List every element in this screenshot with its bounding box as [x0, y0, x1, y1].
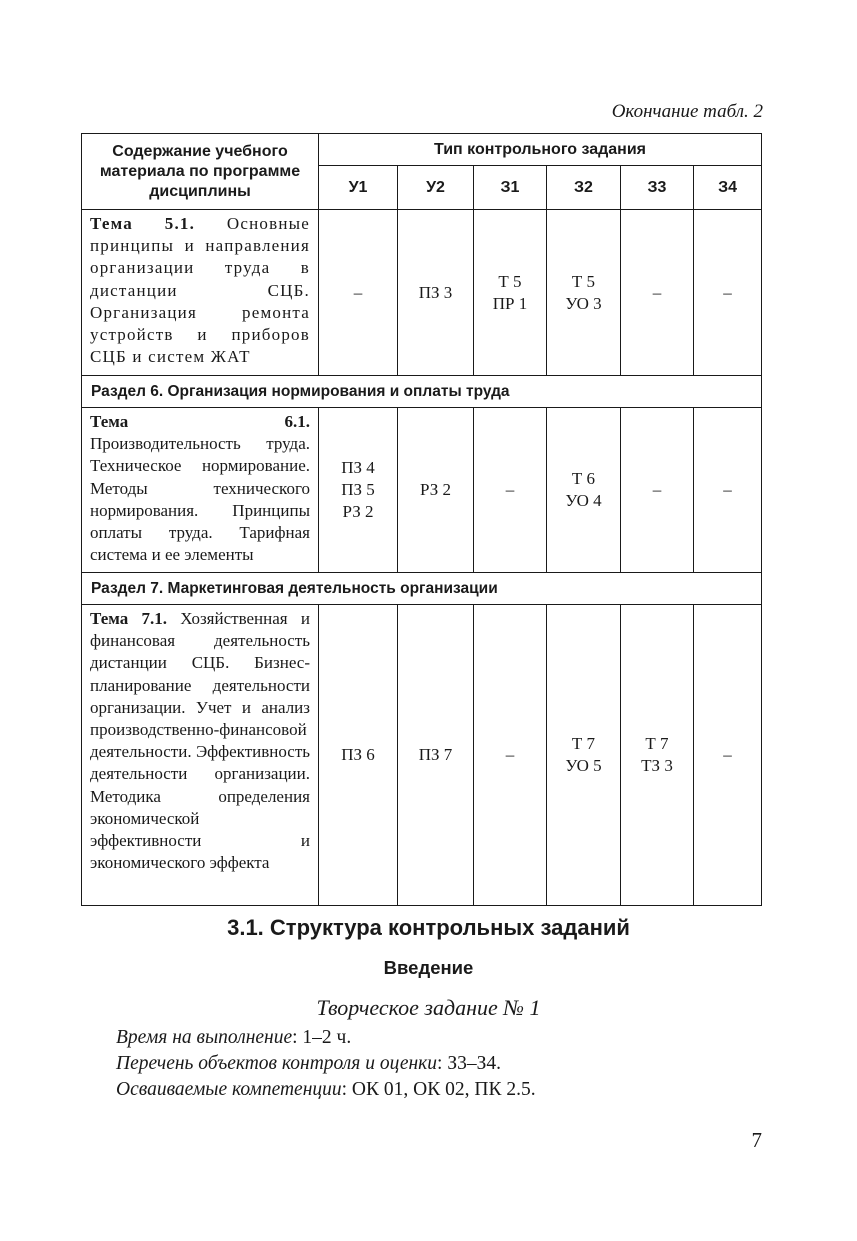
topic-text: Хозяйственная и финансовая деятельность дистанции СЦБ. Бизнес-планирование деятельности организации. Учет и анализ производственно-финансовой деятельности. Эффективность деятельности организации. Методика определения экономической эффективности и экономического эффекта: [90, 609, 310, 873]
page-number: 7: [751, 1128, 762, 1152]
cell-value: УО 5: [565, 756, 602, 775]
section-heading: 3.1. Структура контрольных заданий: [227, 915, 630, 940]
table-continuation-caption: Окончание табл. 2: [611, 101, 763, 122]
cell-value: –: [652, 480, 662, 499]
cell-z4: [694, 210, 762, 376]
cell-value: ПЗ 3: [418, 282, 453, 302]
cell-value: –: [723, 745, 732, 764]
cell-value: –: [723, 282, 732, 302]
topic-cell: [82, 210, 319, 376]
cell-z1: [474, 605, 547, 906]
cell-u2: [398, 210, 474, 376]
section-row: [82, 376, 762, 408]
cell-value: Т 5: [498, 271, 522, 291]
cell-value: УО 3: [565, 293, 602, 313]
cell-value: РЗ 2: [342, 502, 374, 521]
cell-value: –: [505, 745, 515, 764]
cell-value: –: [353, 282, 363, 302]
topic-name: Тема 6.1.: [90, 412, 310, 431]
table-row: [82, 408, 762, 573]
header-col-u2: У2: [398, 166, 474, 210]
topic-text: Производительность труда. Техническое нормирование. Методы технического нормирования. Принципы оплаты труда. Тарифная система и ее элементы: [90, 434, 310, 565]
cell-u2: [398, 408, 474, 573]
cell-value: ПЗ 5: [341, 480, 375, 499]
info-label: Осваиваемые компетенции: [116, 1079, 342, 1100]
header-content: Содержание учебного материала по программе дисциплины: [82, 134, 319, 210]
subheading: Введение: [383, 957, 474, 978]
info-line-objects: [116, 1053, 501, 1075]
header-col-z3: З3: [621, 166, 694, 210]
info-label: Перечень объектов контроля и оценки: [116, 1053, 438, 1074]
section-title: Раздел 6. Организация нормирования и оплаты труда: [82, 376, 762, 408]
header-col-z2: З2: [547, 166, 621, 210]
control-tasks-table: [81, 133, 762, 906]
table-row: [82, 605, 762, 906]
cell-value: ТЗ 3: [641, 756, 673, 775]
topic-name: Тема 5.1.: [90, 214, 227, 233]
cell-value: ПЗ 4: [341, 458, 375, 477]
cell-z1: [474, 210, 547, 376]
header-task-type: Тип контрольного задания: [319, 134, 762, 166]
info-line-competencies: [116, 1079, 536, 1101]
cell-z3: [621, 408, 694, 573]
cell-z3: [621, 605, 694, 906]
cell-value: –: [505, 480, 515, 499]
info-line-time: [116, 1027, 351, 1049]
topic-cell: [82, 408, 319, 573]
info-value: : 1–2 ч.: [292, 1027, 352, 1048]
cell-value: РЗ 2: [420, 480, 451, 499]
info-value: : З3–З4.: [437, 1053, 502, 1074]
cell-value: –: [723, 480, 732, 499]
cell-value: УО 4: [565, 491, 602, 510]
cell-value: Т 7: [645, 734, 669, 753]
cell-u1: [319, 210, 398, 376]
cell-value: –: [652, 282, 662, 302]
cell-value: Т 6: [571, 469, 596, 488]
cell-z4: [694, 605, 762, 906]
topic-name: Тема 7.1.: [90, 609, 181, 628]
cell-z4: [694, 408, 762, 573]
info-label: Время на выполнение: [116, 1027, 293, 1048]
cell-value: ПЗ 6: [341, 745, 375, 764]
cell-u1: [319, 605, 398, 906]
cell-value: ПЗ 7: [418, 745, 453, 764]
cell-z2: [547, 605, 621, 906]
header-col-u1: У1: [319, 166, 398, 210]
cell-u1: [319, 408, 398, 573]
topic-cell: [82, 605, 319, 906]
cell-z3: [621, 210, 694, 376]
task-title: Творческое задание № 1: [316, 995, 541, 1020]
cell-u2: [398, 605, 474, 906]
cell-value: Т 5: [571, 271, 596, 291]
header-col-z1: З1: [474, 166, 547, 210]
cell-z2: [547, 210, 621, 376]
section-row: [82, 573, 762, 605]
cell-value: Т 7: [571, 734, 596, 753]
info-value: : ОК 01, ОК 02, ПК 2.5.: [341, 1079, 536, 1100]
cell-z1: [474, 408, 547, 573]
header-col-z4: З4: [694, 166, 762, 210]
topic-text: Основные принципы и направления организации труда в дистанции СЦБ. Организация ремонта устройств и приборов СЦБ и систем ЖАТ: [90, 214, 310, 367]
table-row: [82, 210, 762, 376]
section-title: Раздел 7. Маркетинговая деятельность организации: [82, 573, 762, 605]
cell-z2: [547, 408, 621, 573]
cell-value: ПР 1: [492, 293, 528, 313]
